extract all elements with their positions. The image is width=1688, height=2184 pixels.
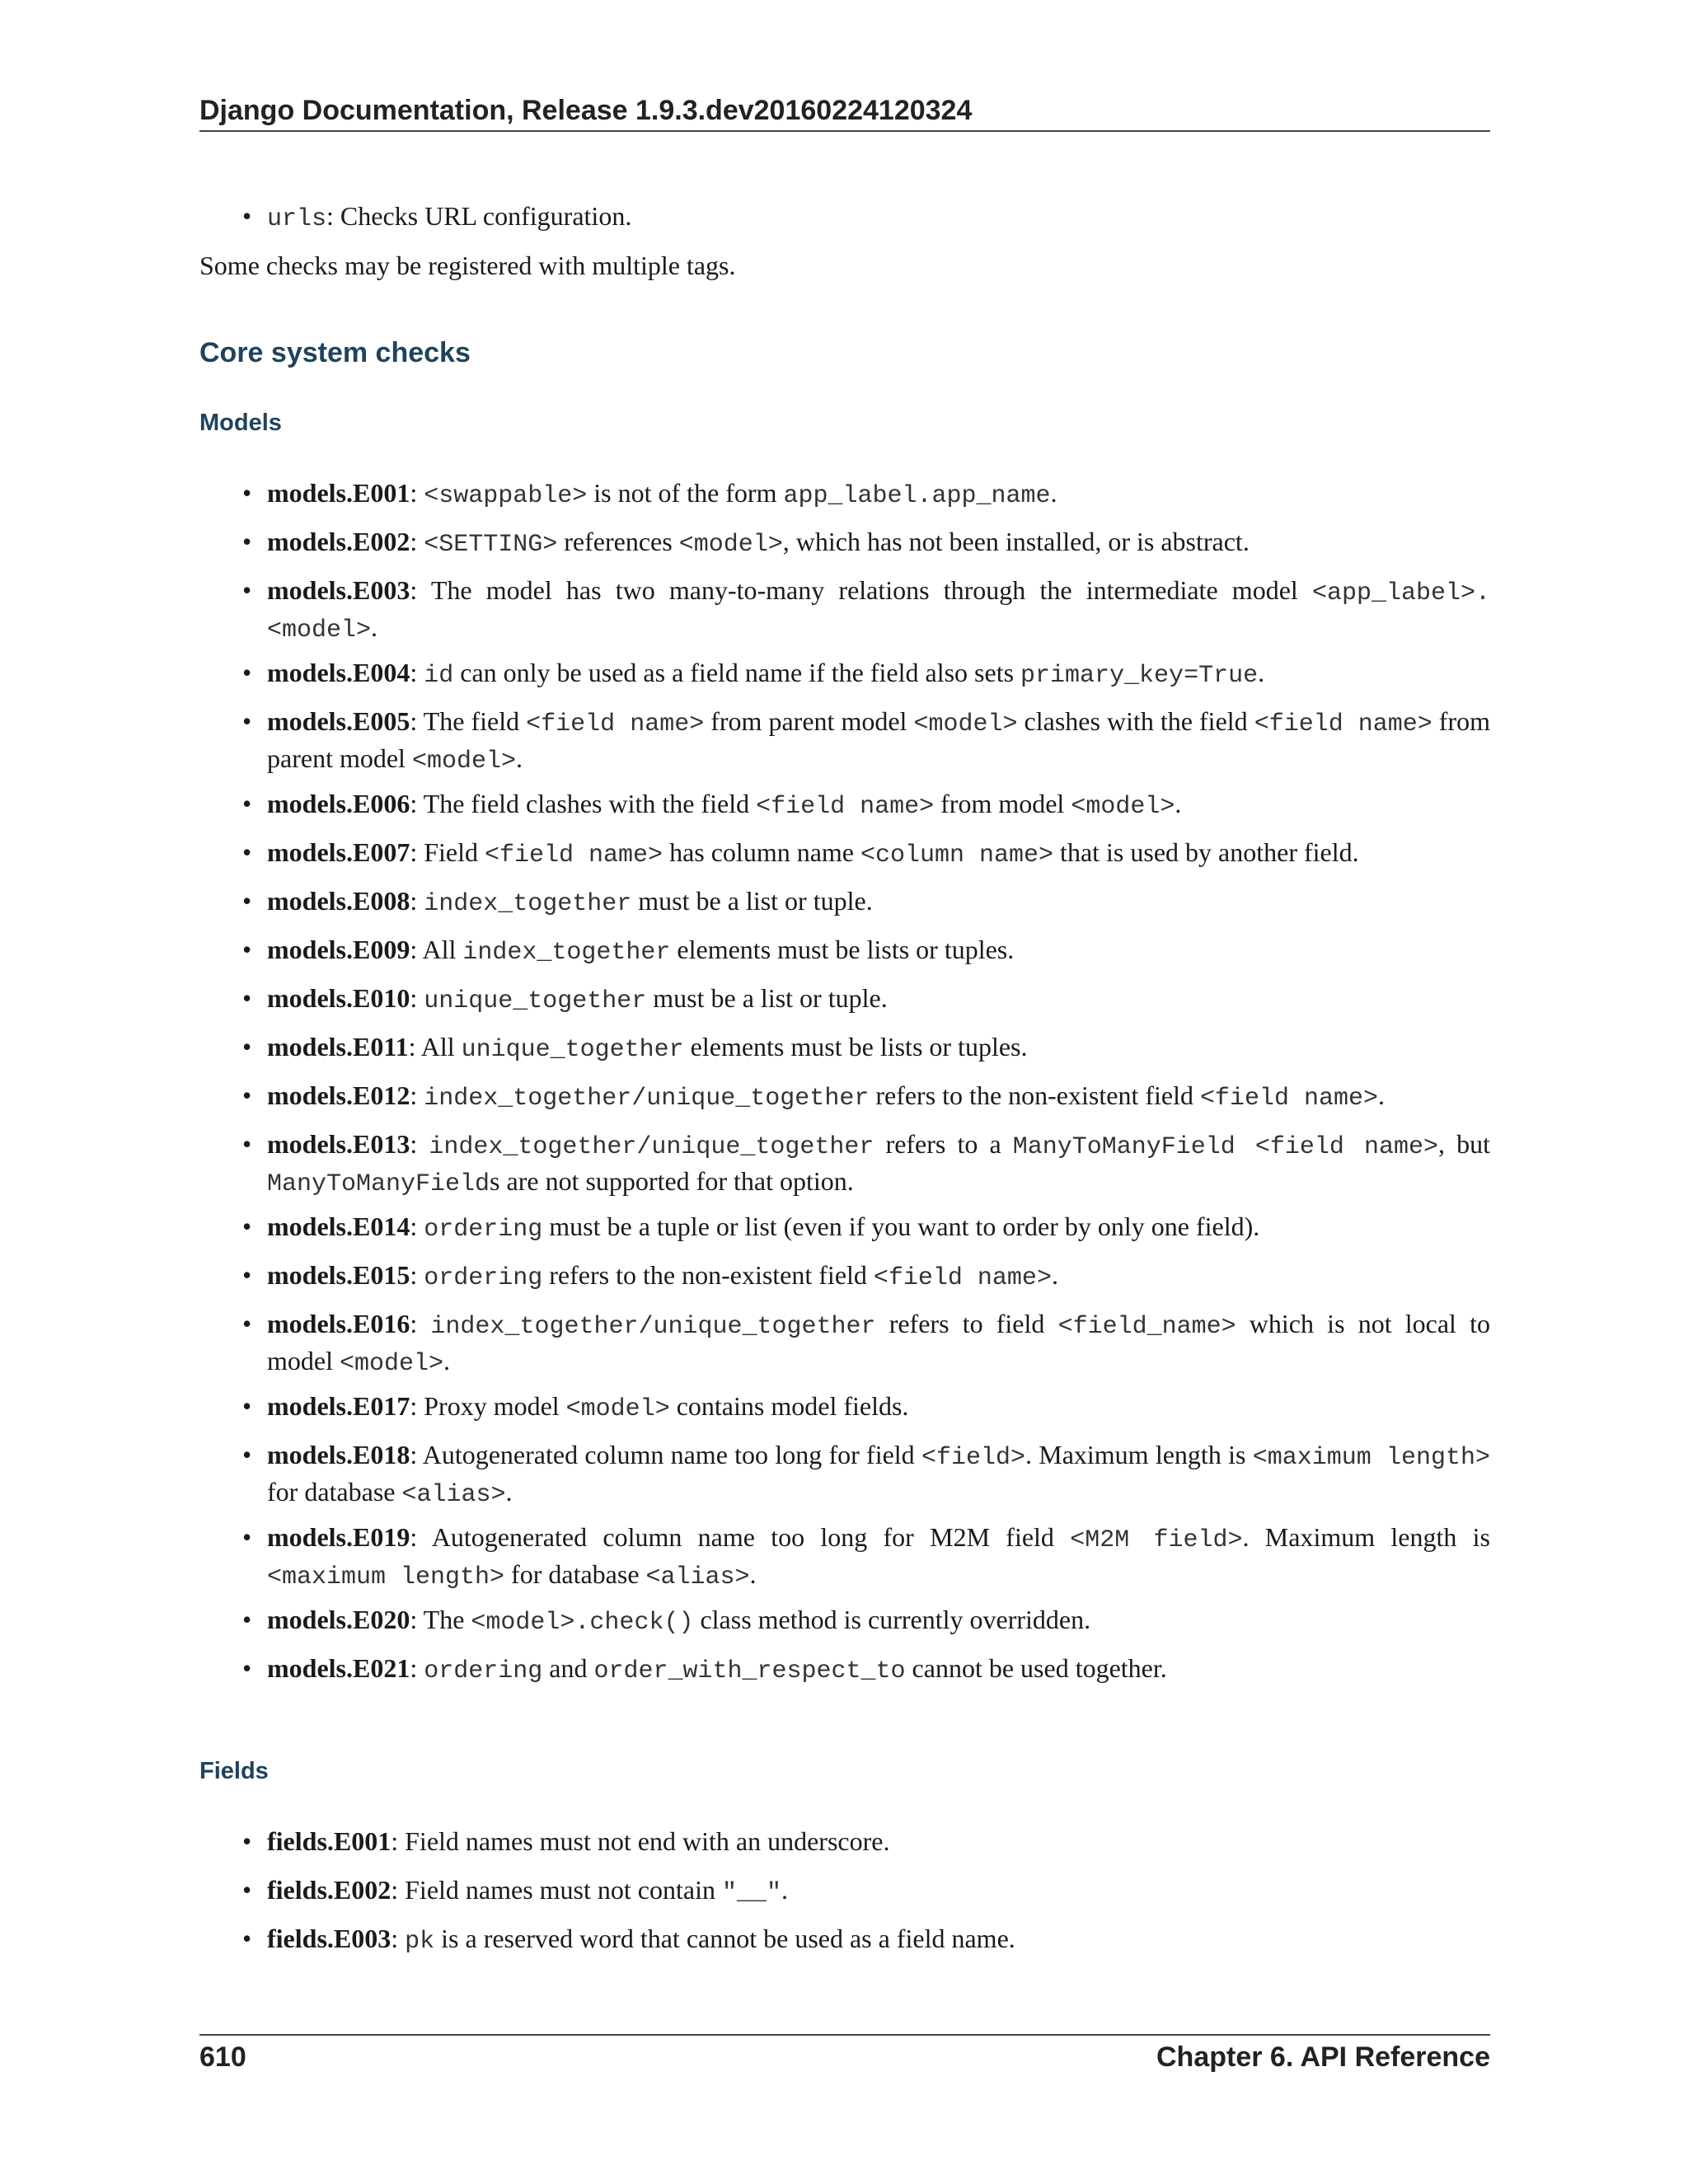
check-code: models.E011 [267,1032,409,1062]
inline-code: <model> [678,531,783,559]
description-text: . [505,1477,513,1507]
description-text: that is used by another field. [1053,837,1359,867]
description-text: and [542,1653,594,1683]
inline-code: index_together/unique_together [430,1313,876,1341]
description-text: . [1175,789,1182,818]
description-text: is not of the form [587,478,784,508]
running-header: Django Documentation, Release 1.9.3.dev20160224120324 [199,95,973,126]
description-text: elements must be lists or tuples. [670,935,1015,964]
bullet: • [242,1924,252,1953]
list-item-text [267,1307,1490,1381]
bullet: • [242,789,252,818]
list-item-text [267,1258,1490,1296]
description-text: : [410,1080,424,1110]
check-code: models.E009 [267,935,410,964]
inline-code: "__" [721,1879,781,1907]
check-code: models.E002 [267,527,410,556]
description-text: . Maximum length is [1025,1440,1253,1469]
description-text: . [1050,478,1057,508]
fields-heading: Fields [199,1758,269,1784]
bullet: • [242,575,252,605]
description-text: from parent model [267,706,1491,773]
bullet: • [242,1391,252,1421]
inline-code: ordering [424,1657,543,1685]
description-text: . [443,1346,451,1376]
inline-code: <field_name> [1057,1313,1236,1341]
bullet: • [242,1826,252,1856]
description-text: : [410,886,424,916]
section-title: Core system checks [199,337,471,368]
check-code: models.E014 [267,1212,410,1241]
description-text: : [410,1212,424,1241]
inline-code: ManyToManyField <field name> [1012,1133,1439,1161]
list-item-text: urls: Checks URL configuration. [267,201,632,233]
check-code: models.E019 [267,1522,410,1552]
description-text: : The [410,1605,471,1634]
check-code: models.E020 [267,1605,410,1634]
check-code: models.E017 [267,1391,410,1421]
inline-code: <field name> [526,710,705,738]
description-text: : Autogenerated column name too long for M2M field [410,1522,1071,1552]
inline-code: index_together/unique_together [429,1133,874,1161]
description-text: : The field clashes with the field [410,789,757,818]
bullet: • [242,1440,252,1469]
inline-code: <field name> [1254,710,1432,738]
description-text: : The field [410,706,527,736]
list-item-text [267,1652,1490,1689]
check-code: models.E015 [267,1260,410,1290]
list-item-text [267,787,1490,824]
bullet: • [242,1309,252,1338]
description-text: elements must be lists or tuples. [683,1032,1028,1062]
list-item-text [267,884,1490,921]
inline-code: <SETTING> [424,531,558,559]
description-text: s are not supported for that option. [490,1166,854,1196]
description-text: : [410,1260,424,1290]
list-item-text [267,1079,1490,1116]
list-item-text [267,982,1490,1019]
description-text: , but [1438,1129,1491,1159]
inline-code: id [424,662,454,690]
description-text: : All [408,1032,462,1062]
description-text: class method is currently overridden. [693,1605,1091,1634]
footer-rule [199,2034,1490,2036]
inline-code: index_together [424,890,632,918]
list-item-text [267,574,1490,648]
description-text: . [371,612,378,642]
description-text: cannot be used together. [905,1653,1167,1683]
description-text: . [515,743,523,773]
description-text: for database [504,1559,646,1589]
bullet: • [242,478,252,508]
bullet: • [242,837,252,867]
inline-code: <app_label>.<model> [267,579,1490,644]
description-text: : Field [410,837,485,867]
list-item-text [267,1030,1490,1067]
check-code: models.E003 [267,575,410,605]
description-text: refers to field [875,1309,1058,1338]
inline-code: <maximum length> [1252,1444,1491,1472]
description-text: refers to the non-existent field [869,1080,1200,1110]
list-item-text [267,836,1490,873]
check-code: models.E012 [267,1080,410,1110]
description-text: : Field names must not contain [391,1875,722,1905]
list-item-text [267,476,1490,513]
inline-code: <model> [339,1350,444,1378]
description-text: . [781,1875,788,1905]
inline-code: index_together [462,939,671,967]
description-text: , which has not been installed, or is abstract. [782,527,1250,556]
description-text: : [410,527,424,556]
bullet: • [242,1522,252,1552]
inline-code: app_label.app_name [783,482,1051,510]
inline-code: pk [405,1928,435,1956]
bullet: • [242,1032,252,1062]
list-item-text [267,705,1490,779]
document-page [199,0,1490,2184]
inline-code: <alias> [401,1481,506,1509]
description-text: which is not local to model [267,1309,1491,1376]
description-text: is a reserved word that cannot be used as a field name. [434,1924,1015,1953]
check-code: models.E005 [267,706,410,736]
inline-code: ordering [424,1264,543,1292]
check-code: models.E013 [267,1129,410,1159]
description-text: : [410,658,424,687]
description-text: : The model has two many-to-many relations through the intermediate model [410,575,1312,605]
list-item-text [267,1438,1490,1512]
description-text: must be a list or tuple. [631,886,873,916]
description-text: : [410,1129,429,1159]
bullet: • [242,658,252,687]
bullet: • [242,1212,252,1241]
description-text: refers to the non-existent field [542,1260,874,1290]
description-text: . [1258,658,1265,687]
description-text: contains model fields. [669,1391,909,1421]
description-text: : Proxy model [410,1391,566,1421]
inline-code: <model> [1071,793,1175,821]
description-text: : [391,1924,406,1953]
inline-code: <maximum length> [267,1563,505,1591]
list-item-text [267,1922,1490,1959]
list-item-text [267,525,1490,562]
inline-code: <model> [565,1395,670,1423]
bullet: • [242,1875,252,1905]
list-item-text [267,1521,1490,1595]
bullet: • [242,706,252,736]
list-item-text [267,1825,1490,1858]
models-heading: Models [199,410,282,436]
check-code: fields.E001 [267,1826,392,1856]
bullet: • [242,1260,252,1290]
list-item-text [267,1210,1490,1247]
inline-code: <column name> [860,841,1054,869]
description-text: from model [934,789,1071,818]
description-text: . Maximum length is [1242,1522,1491,1552]
description-text: : [410,478,424,508]
description-text: has column name [663,837,860,867]
check-code: models.E008 [267,886,410,916]
list-item-text [267,1873,1490,1910]
check-code: models.E018 [267,1440,410,1469]
description-text: . [1051,1260,1058,1290]
list-item-text [267,1603,1490,1640]
list-item-text [267,656,1490,693]
description-text: : All [410,935,463,964]
list-item-text [267,933,1490,970]
list-item-text [267,1390,1490,1427]
list-item-text [267,1127,1490,1202]
inline-code: <field> [921,1444,1025,1472]
description-text: clashes with the field [1017,706,1254,736]
bullet: • [242,935,252,964]
check-code: models.E021 [267,1653,410,1683]
inline-code: order_with_respect_to [593,1657,906,1685]
page-number: 610 [199,2041,246,2073]
bullet: • [242,527,252,556]
inline-code: <model>.check() [471,1609,694,1637]
inline-code: unique_together [461,1036,684,1064]
inline-code: ordering [424,1216,543,1244]
bullet: • [242,886,252,916]
description-text: : Field names must not end with an underscore. [391,1826,890,1856]
bullet: • [242,201,252,231]
description-text: must be a list or tuple. [646,983,888,1013]
check-code: models.E007 [267,837,410,867]
description-text: for database [267,1477,402,1507]
check-code: models.E016 [267,1309,410,1338]
inline-code: <field name> [1199,1085,1379,1113]
multi-tags-paragraph: Some checks may be registered with multiple tags. [199,251,736,280]
chapter-label: Chapter 6. API Reference [1156,2041,1490,2073]
description-text: : Autogenerated column name too long for field [410,1440,921,1469]
description-text: . [749,1559,757,1589]
check-code: fields.E002 [267,1875,392,1905]
bullet: • [242,983,252,1013]
check-code: models.E004 [267,658,410,687]
bullet: • [242,1129,252,1159]
description-text: must be a tuple or list (even if you want to order by only one field). [542,1212,1260,1241]
inline-code: unique_together [424,987,647,1015]
description-text: : [410,1653,424,1683]
bullet: • [242,1653,252,1683]
inline-code: <model> [411,748,516,776]
inline-code: ManyToManyField [267,1170,490,1198]
check-code: fields.E003 [267,1924,392,1953]
description-text: . [1378,1080,1386,1110]
inline-code: <field name> [873,1264,1052,1292]
description-text: refers to a [874,1129,1013,1159]
inline-code: <alias> [645,1563,750,1591]
bullet: • [242,1605,252,1634]
check-code: models.E006 [267,789,410,818]
description-text: can only be used as a field name if the field also sets [453,658,1021,687]
inline-code: <M2M field> [1070,1526,1243,1554]
inline-code: <swappable> [424,482,588,510]
description-text: : [410,1309,431,1338]
inline-code: <field name> [485,841,663,869]
description-text: : [410,983,424,1013]
check-code: models.E010 [267,983,410,1013]
inline-code: primary_key=True [1020,662,1259,690]
header-rule [199,130,1490,132]
inline-code: index_together/unique_together [424,1085,870,1113]
bullet: • [242,1080,252,1110]
inline-code: <model> [913,710,1018,738]
check-code: models.E001 [267,478,410,508]
inline-code: <field name> [756,793,935,821]
description-text: from parent model [704,706,914,736]
description-text: references [557,527,679,556]
